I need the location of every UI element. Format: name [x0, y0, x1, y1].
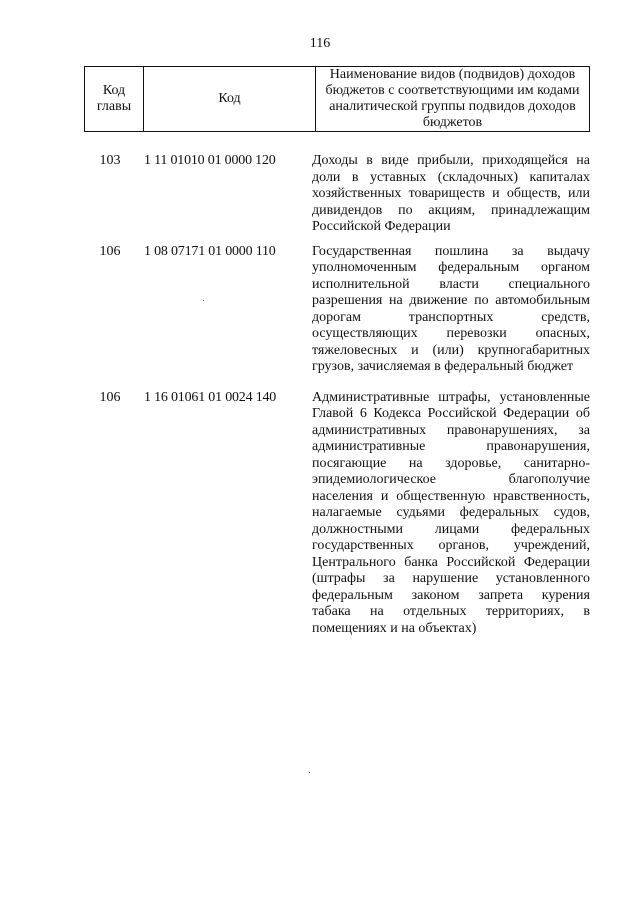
- table-body: [84, 153, 590, 637]
- income-name-line: административных правонарушениях, за: [312, 422, 590, 438]
- income-name-line: Российской Федерации: [312, 219, 451, 234]
- income-name-line: Доходы в виде прибыли, приходящейся на: [312, 153, 590, 168]
- income-name-cell: [306, 390, 590, 638]
- chapter-code-cell: 103: [99, 153, 121, 168]
- income-name-line: Центрального банка Российской Федерации: [312, 554, 590, 570]
- income-name-line: населения и общественную нравственность,: [312, 488, 590, 504]
- income-name-line: административные правонарушения,: [312, 439, 590, 454]
- table-header: [84, 66, 590, 132]
- header-chapter-code: Код главы: [85, 67, 144, 132]
- income-name-line: тяжеловесных и (или) крупногабаритных: [312, 342, 590, 358]
- income-name-line: эпидемиологическое благополучие: [312, 472, 590, 487]
- income-name-line: дорогам транспортных средств,: [312, 309, 590, 325]
- income-name-line: грузов, зачисляемая в федеральный бюджет: [312, 359, 574, 374]
- budget-code-cell: 1 11 01010 01 0000 120: [144, 153, 276, 168]
- income-name-line: налагаемые судьями федеральных судов,: [312, 505, 590, 520]
- income-name-line: хозяйственных товариществ и обществ, или: [312, 186, 590, 201]
- income-name-line: исполнительной власти специального: [312, 276, 590, 292]
- income-name-line: доли в уставных (складочных) капиталах: [312, 169, 590, 185]
- income-name-line: табака на отдельных территориях, в: [312, 604, 590, 619]
- income-name-line: посягающие на здоровье, санитарно-: [312, 455, 590, 471]
- income-name-line: уполномоченным федеральным органом: [312, 260, 590, 275]
- header-code: Код: [144, 67, 316, 132]
- income-name-line: помещениях и на объектах): [312, 620, 477, 636]
- income-name-line: осуществляющих перевозки опасных,: [312, 326, 590, 341]
- budget-code-cell: 1 08 07171 01 0000 110: [144, 243, 276, 259]
- income-name-line: федеральным законом запрета курения: [312, 587, 590, 603]
- income-name-line: государственных органов, учреждений,: [312, 538, 590, 553]
- scan-speck: [203, 300, 204, 301]
- income-name-cell: [306, 153, 590, 236]
- income-name-line: должностными лицами федеральных: [312, 521, 590, 537]
- chapter-code-cell: 106: [99, 243, 121, 259]
- budget-code-cell: 1 16 01061 01 0024 140: [144, 389, 277, 405]
- income-name-line: Главой 6 Кодекса Российской Федерации об: [312, 406, 590, 421]
- income-name-line: (штрафы за нарушение установленного: [312, 571, 590, 586]
- table-row: [84, 390, 590, 638]
- page-number: 116: [309, 36, 331, 51]
- table-row: [84, 244, 590, 376]
- header-name: Наименование видов (подвидов) доходов бюджетов с соответствующими им кодами аналитической группы подвидов доходов бюджетов: [316, 67, 590, 132]
- income-name-line: дивидендов по акциям, принадлежащим: [312, 202, 590, 218]
- scan-speck: [309, 772, 310, 773]
- income-name-line: Административные штрафы, установленные: [312, 389, 590, 405]
- income-name-line: Государственная пошлина за выдачу: [312, 243, 590, 259]
- table-row: [84, 153, 590, 236]
- income-name-cell: [306, 244, 590, 376]
- chapter-code-cell: 106: [99, 389, 121, 405]
- income-name-line: разрешения на движение по автомобильным: [312, 293, 590, 308]
